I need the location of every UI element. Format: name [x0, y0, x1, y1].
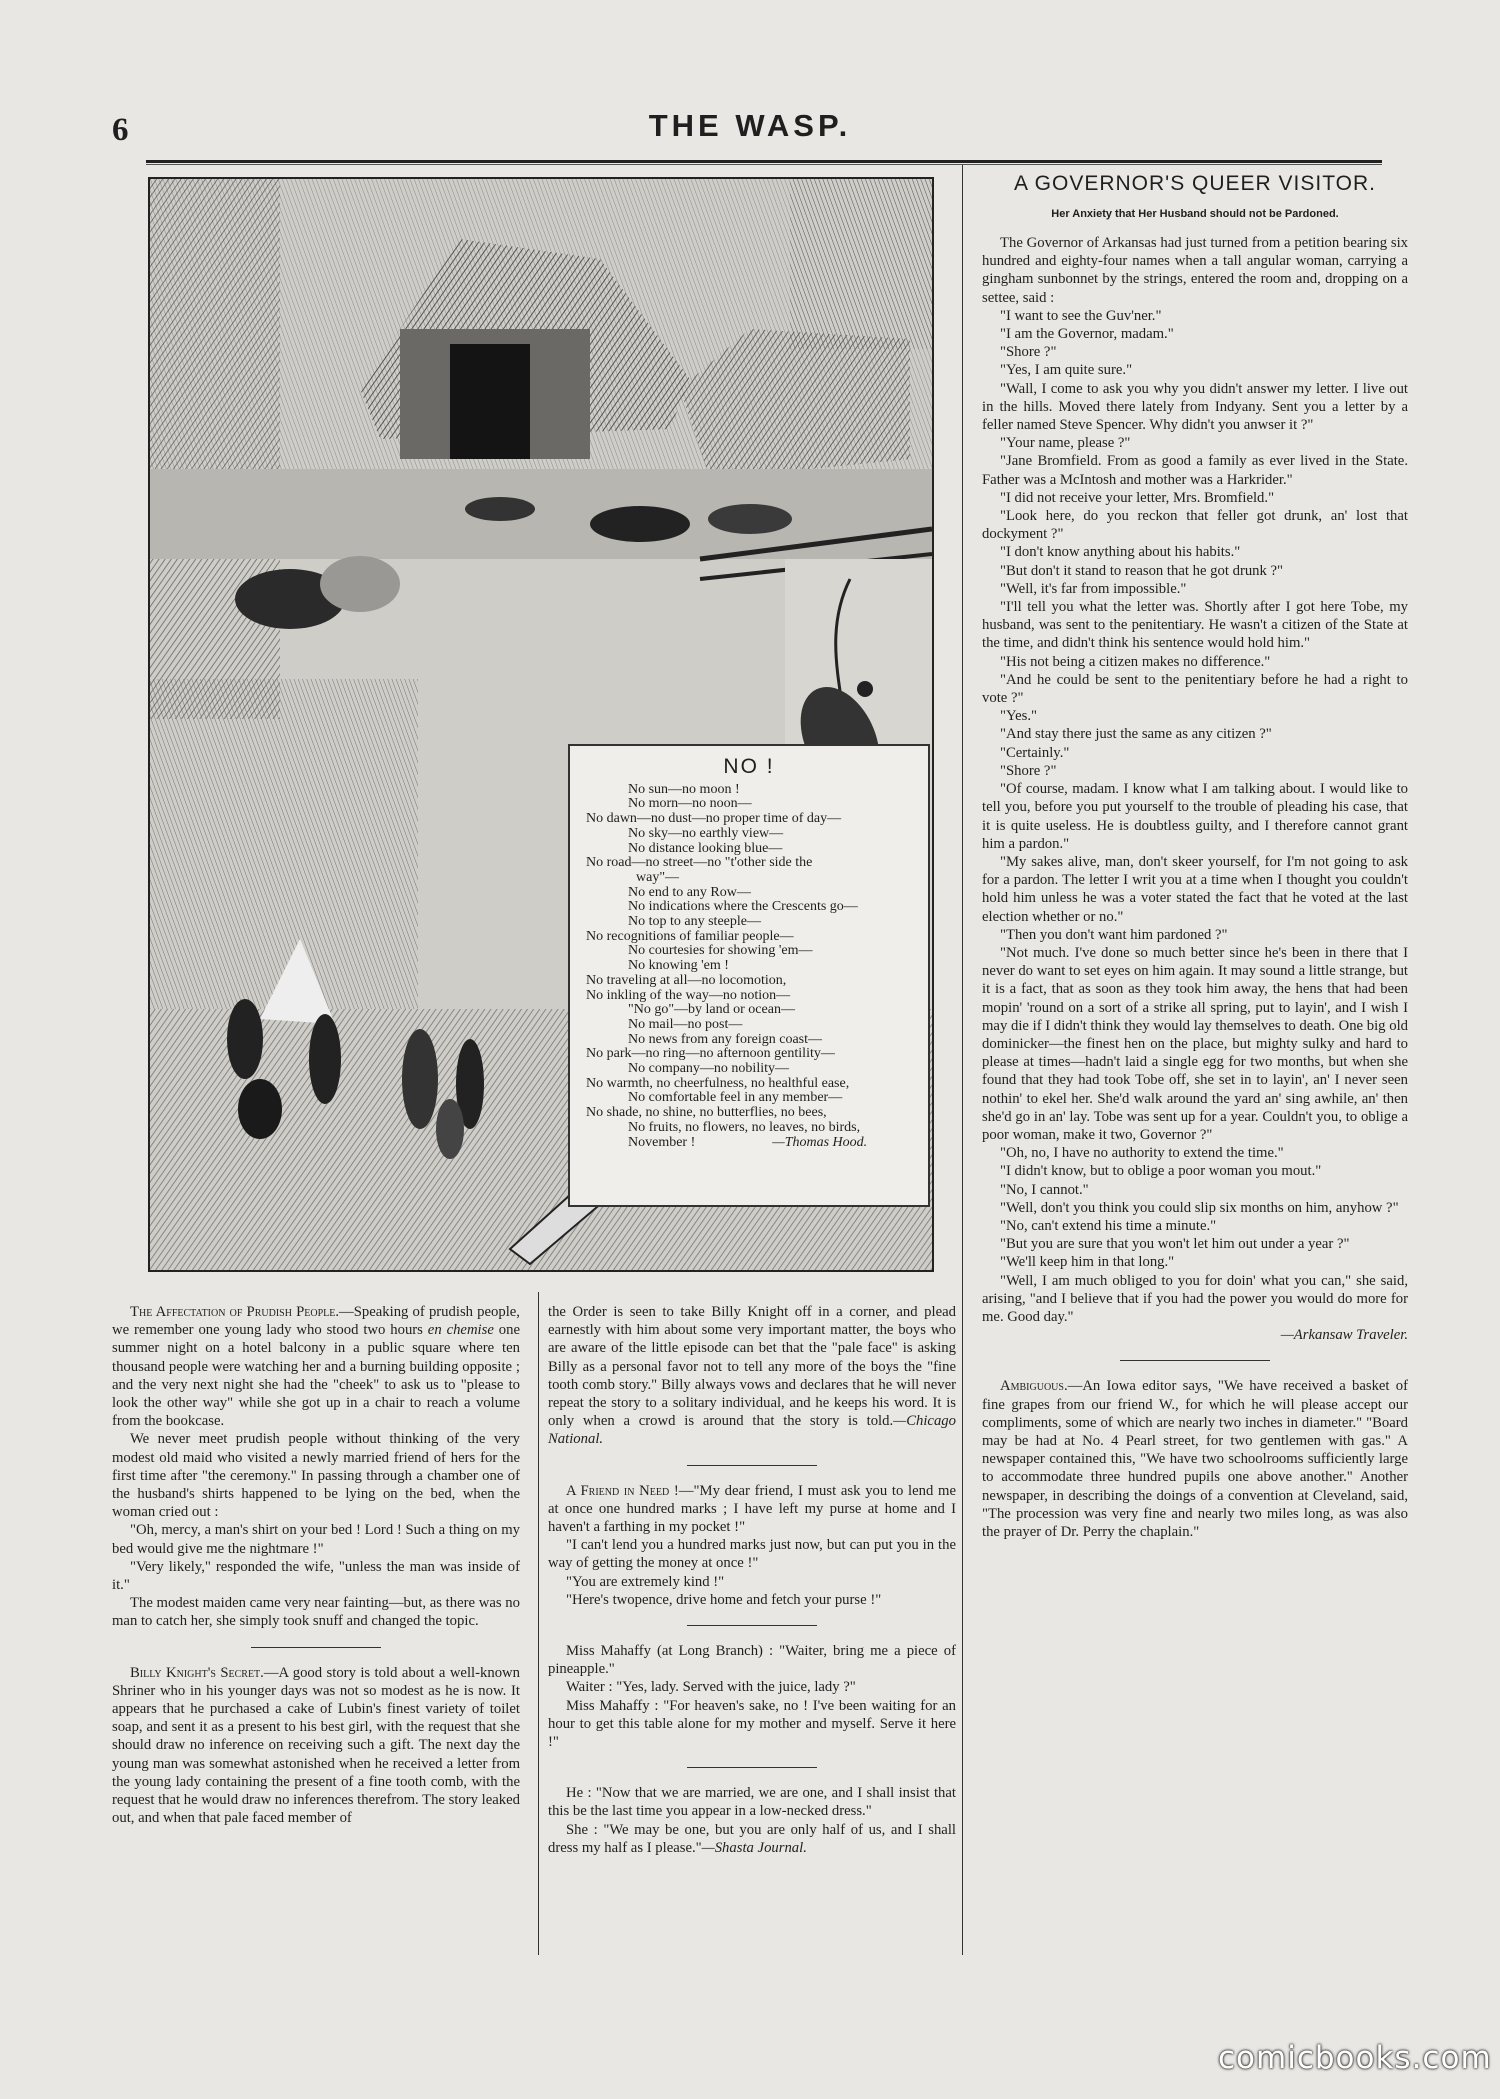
poem-line: No news from any foreign coast—: [628, 1031, 823, 1047]
separator: [251, 1647, 381, 1648]
governor-story-subtitle: Her Anxiety that Her Husband should not be Pardoned.: [1051, 208, 1339, 220]
he-she-paragraph: She : "We may be one, but you are only half of us, and I shall dress my half as I please."—Shasta Journal.: [548, 1821, 956, 1856]
friend-paragraph: "Here's twopence, drive home and fetch your purse !": [566, 1591, 882, 1608]
header-rule: [146, 160, 1382, 163]
poem-line: No mail—no post—: [628, 1016, 743, 1032]
governor-story-title: A GOVERNOR'S QUEER VISITOR.: [1013, 172, 1377, 195]
poem-line: No traveling at all—no locomotion,: [586, 972, 787, 988]
governor-paragraph: "I didn't know, but to oblige a poor woman you mout.": [1000, 1163, 1322, 1180]
governor-paragraph: "I'll tell you what the letter was. Shortly after I got here Tobe, my husband, was sent to the penitentiary. He wasn't a citizen of the State at the time, and didn't think his sentence would hold him.": [982, 599, 1408, 652]
governor-paragraph: "But you are sure that you won't let him out under a year ?": [1000, 1236, 1350, 1253]
billy-continued-text: the Order is seen to take Billy Knight off in a corner, and plead earnestly with him about some very important matter, the boys who are aware of the little episode can bet that the "pale face" is asking Billy as a personal favor not to tell any more of the boys the "fine tooth comb story." Billy always vows and declares that he will never repeat the story to a solitary individual, and he keeps his word. It is only when a crowd is around that the story is told.: [548, 1304, 956, 1430]
governor-paragraph: "I am the Governor, madam.": [1000, 326, 1174, 343]
governor-paragraph: "Certainly.": [1000, 744, 1070, 761]
poem-line: No knowing 'em !: [628, 958, 729, 974]
governor-paragraph: "Then you don't want him pardoned ?": [1000, 926, 1228, 943]
poem-line: No shade, no shine, no butterflies, no bees,: [586, 1105, 827, 1121]
poem-line: No sun—no moon !: [628, 781, 740, 797]
page-number: 6: [112, 112, 129, 148]
mahaffy-paragraph: Miss Mahaffy (at Long Branch) : "Waiter, bring me a piece of pineapple.": [548, 1643, 956, 1678]
header-rule-thin: [146, 164, 1382, 165]
governor-paragraph: "Well, it's far from impossible.": [1000, 580, 1187, 597]
ambiguous-item: [982, 1377, 1408, 1541]
masthead-title: THE WASP.: [648, 108, 852, 143]
separator: [687, 1767, 817, 1768]
prudish-paragraph: We never meet prudish people without thinking of the very modest old maid who visited a newly married friend of hers for the first time after "the ceremony." In passing through a chamber one of the husband's shirts happened to be lying on the bed, when the woman cried out :: [112, 1431, 520, 1521]
prudish-paragraph: The modest maiden came very near fainting—but, as there was no man to catch her, she simply took snuff and changed the topic.: [112, 1595, 520, 1630]
mahaffy-paragraph: Miss Mahaffy : "For heaven's sake, no ! I've been waiting for an hour to get this table alone for my mother and myself. Serve it here !": [548, 1697, 956, 1751]
bottom-left-column: [112, 1303, 520, 1827]
prudish-paragraph: "Very likely," responded the wife, "unless the man was inside of it.": [112, 1558, 520, 1594]
governor-paragraph: "Not much. I've done so much better since he's been in there that I never do want to set eyes on him again. It may sound a little strange, but it is a fact, that as soon as they took him away, the hens that had been mopin' 'round on a sort of a strike all spring, put to layin', and I wish I may die if I didn't think they would lay themselves to death. One big old dominicker—the finest hen on the place, but mighty sulky and hard to please at times—hadn't laid a single egg for two months, but when she found that they had took Tobe off, she set in to layin', an' I never seen nothin' to ekel her. She'd walk around the yard an' sing awhile, an' then she'd go in an' lay. Tobe was sent up for a year. Couldn't you, to oblige a poor woman, make it two, Governor ?": [982, 944, 1408, 1143]
billy-continued: [548, 1303, 956, 1449]
billy-lead: Billy Knight's Secret.: [130, 1664, 264, 1681]
poem-title: NO !: [723, 755, 775, 778]
poem-line: No dawn—no dust—no proper time of day—: [586, 811, 842, 827]
poem-last-line: [580, 1136, 918, 1151]
poem-line: No warmth, no cheerfulness, no healthful ease,: [586, 1075, 850, 1091]
poem-line: No fruits, no flowers, no leaves, no birds,: [628, 1119, 861, 1135]
governor-paragraph: "Yes, I am quite sure.": [1000, 362, 1133, 379]
watermark: comicbooks.com: [1218, 2040, 1492, 2076]
friend-item: [548, 1482, 956, 1609]
governor-paragraph: "Your name, please ?": [1000, 435, 1131, 452]
bottom-middle-column: [548, 1303, 956, 1857]
prudish-paragraphs: [112, 1430, 520, 1630]
poem-line: No sky—no earthly view—: [628, 825, 784, 841]
friend-paragraph: "I can't lend you a hundred marks just now, but can put you in the way of getting the money at once !": [548, 1537, 956, 1572]
governor-paragraph: "No, I cannot.": [1000, 1181, 1089, 1198]
friend-paragraph: "You are extremely kind !": [566, 1573, 725, 1590]
column-rule-right: [962, 165, 963, 1955]
governor-paragraph: The Governor of Arkansas had just turned from a petition bearing six hundred and eighty-four names when a tall angular woman, carrying a gingham sunbonnet by the strings, entered the room and, dropping on a settee, said :: [982, 235, 1408, 306]
he-she-source: —Shasta Journal.: [701, 1839, 807, 1856]
governor-paragraph: "And stay there just the same as any citizen ?": [1000, 726, 1272, 743]
poem-final-word: November !: [628, 1134, 696, 1150]
separator: [1120, 1360, 1270, 1361]
governor-paragraph: "No, can't extend his time a minute.": [1000, 1217, 1217, 1234]
governor-paragraph: "Jane Bromfield. From as good a family as ever lived in the State. Father was a McIntosh and mother was a Harkrider.": [982, 453, 1408, 488]
poem-line: "No go"—by land or ocean—: [628, 1002, 795, 1018]
he-she-paragraph: He : "Now that we are married, we are one, and I shall insist that this be the last time you appear in a low-necked dress.": [548, 1785, 956, 1820]
separator: [687, 1465, 817, 1466]
farmyard-engraving: [148, 177, 934, 1272]
friend-lead: A Friend in Need !: [566, 1482, 679, 1499]
prudish-paragraph: "Oh, mercy, a man's shirt on your bed ! Lord ! Such a thing on my bed would give me the nightmare !": [112, 1522, 520, 1557]
friend-paragraph: [548, 1482, 956, 1537]
governor-paragraph: "Well, don't you think you could slip six months on him, anyhow ?": [1000, 1199, 1399, 1216]
prudish-lead: The Affectation of Prudish People.: [130, 1304, 340, 1320]
governor-paragraph: "Look here, do you reckon that feller got drunk, an' lost that dockyment ?": [982, 508, 1408, 543]
friend-text: —"My dear friend, I must ask you to lend me at once one hundred marks ; I have left my purse at home and I haven't a farthing in my pocket !": [548, 1482, 956, 1536]
separator: [687, 1625, 817, 1626]
prudish-text-a: —Speaking of prudish people, we remember one young lady who stood two hours: [112, 1304, 520, 1339]
governor-paragraph: "His not being a citizen makes no difference.": [1000, 653, 1271, 670]
governor-story-body: [982, 234, 1408, 1326]
poem-box: [568, 744, 930, 1207]
billy-item: [112, 1664, 520, 1828]
poem-line: No park—no ring—no afternoon gentility—: [586, 1046, 835, 1062]
poem-line: No road—no street—no "t'other side the: [586, 855, 813, 871]
poem-line: No comfortable feel in any member—: [628, 1090, 843, 1106]
poem-line: No end to any Row—: [628, 884, 751, 900]
governor-paragraph: "Yes.": [1000, 708, 1038, 725]
poem-line: No distance looking blue—: [628, 840, 783, 856]
poem-line: No inkling of the way—no notion—: [586, 987, 791, 1003]
prudish-item: [112, 1303, 520, 1631]
poem-line: No top to any steeple—: [628, 914, 761, 930]
governor-paragraph: "Shore ?": [1000, 762, 1057, 779]
ambiguous-text: —An Iowa editor says, "We have received a basket of fine grapes from our friend W., for which he will please accept our compliments, some of which are nearly two inches in diameter." "Board may be had at No. 4 Pearl street, for two gentlemen with gas." A newspaper contained this, "We have two schoolrooms sufficiently large to accommodate three hundred pupils one above another." Another newspaper, in describing the doings of a convention at Cleveland, said, "The procession was very fine and nearly two miles long, as was also the prayer of Dr. Perry the chaplain.": [982, 1378, 1408, 1541]
governor-paragraph: "We'll keep him in that long.": [1000, 1254, 1175, 1271]
governor-paragraph: "Shore ?": [1000, 344, 1057, 361]
ambiguous-lead: Ambiguous.: [1000, 1378, 1068, 1395]
mahaffy-paragraph: Waiter : "Yes, lady. Served with the juice, lady ?": [566, 1679, 856, 1696]
poem-line: No courtesies for showing 'em—: [628, 943, 813, 959]
governor-paragraph: "My sakes alive, man, don't skeer yourself, for I'm not going to ask for a pardon. The letter I writ you at a time when I thought you couldn't hold him unless he was a voter stated the fact that he voted at the last election whether or no.": [982, 853, 1408, 925]
he-she-paragraphs: [548, 1784, 956, 1857]
poem-lines: [580, 783, 918, 1136]
governor-paragraph: "I want to see the Guv'ner.": [1000, 307, 1162, 324]
he-she-item: [548, 1784, 956, 1857]
column-rule-left: [538, 1292, 539, 1955]
governor-paragraph: "I did not receive your letter, Mrs. Bromfield.": [1000, 489, 1275, 506]
governor-story-source: —Arkansaw Traveler.: [1280, 1327, 1408, 1344]
poem-attribution: —Thomas Hood.: [772, 1134, 868, 1150]
governor-paragraph: "Of course, madam. I know what I am talking about. I would like to tell you, before you put yourself to the trouble of pleading his case, that it is quite useless. He is doubtless guilty, and I therefore cannot grant him a pardon.": [982, 781, 1408, 852]
governor-paragraph: "Well, I am much obliged to you for doin' what you can," she said, arising, "and I believe that if you had the power you would do more for me. Good day.": [982, 1272, 1408, 1325]
mahaffy-item: [548, 1642, 956, 1751]
poem-line: No company—no nobility—: [628, 1061, 789, 1077]
governor-paragraph: "Oh, no, I have no authority to extend the time.": [1000, 1145, 1284, 1162]
billy-text: —A good story is told about a well-known Shriner who in his younger days was not so modest as he is now. It appears that he purchased a cake of Lubin's finest variety of toilet soap, and sent it as a present to his best girl, with the request that she should draw no inference on receiving such a gift. The next day the young man was somewhat astonished when he received a letter from the young lady containing the present of a fine tooth comb, with the request that he would draw no inferences therefrom. The story leaked out, and when that pale faced member of: [112, 1664, 520, 1827]
governor-story: [982, 172, 1408, 1541]
friend-paragraphs: [548, 1482, 956, 1609]
governor-paragraph: "But don't it stand to reason that he got drunk ?": [1000, 562, 1284, 579]
poem-line: No morn—no noon—: [628, 796, 752, 812]
prudish-text-b: one summer night on a hotel balcony in a public square where ten thousand people were watching her and a burning building opposite ; and the very next night she had the "cheek" to ask us to "please to look the other way" while she got up in a chair to reach a volume from the bookcase.: [112, 1322, 520, 1430]
prudish-text-italic: en chemise: [427, 1322, 494, 1339]
governor-paragraph: "I don't know anything about his habits.": [1000, 544, 1241, 561]
poem-line: way"—: [636, 869, 680, 885]
billy-source: —Chicago National.: [548, 1413, 956, 1448]
poem-line: No recognitions of familiar people—: [586, 928, 794, 944]
poem-line: No indications where the Crescents go—: [628, 899, 858, 915]
governor-paragraph: "And he could be sent to the penitentiary before he had a right to vote ?": [982, 671, 1408, 707]
governor-paragraph: "Wall, I come to ask you why you didn't answer my letter. I live out in the hills. Moved there lately from Indyany. Sent you a letter by a feller named Steve Spencer. Why didn't you anwser it ?": [982, 380, 1408, 434]
